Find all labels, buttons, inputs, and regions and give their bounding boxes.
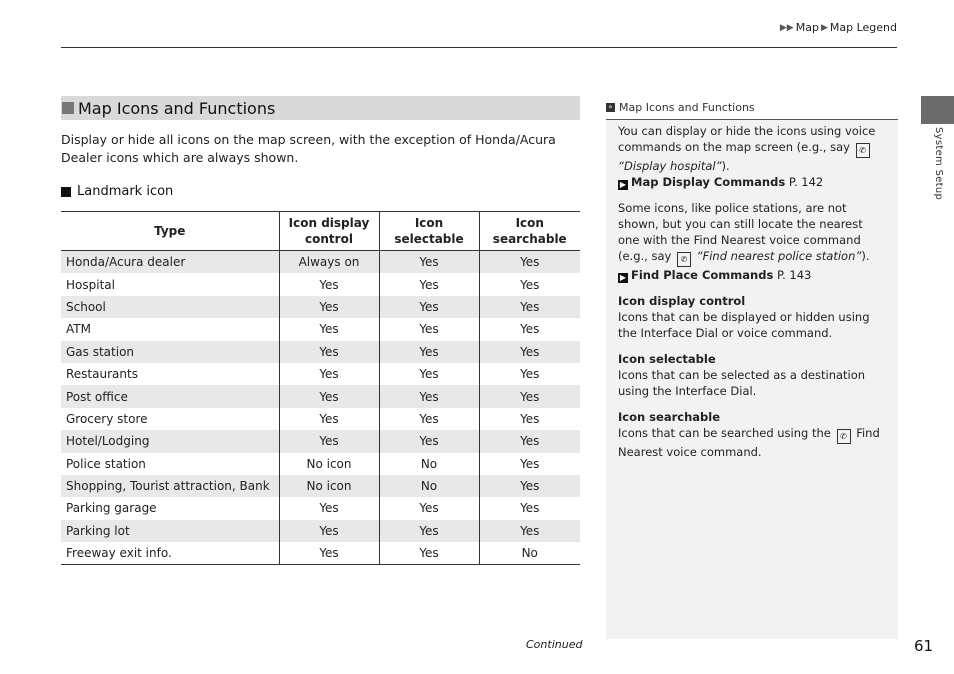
- cell-display-control: Yes: [279, 363, 379, 385]
- cell-selectable: Yes: [379, 296, 479, 318]
- definition-label: Icon searchable: [618, 410, 721, 424]
- cell-type: Freeway exit info.: [61, 542, 279, 565]
- table-row: [61, 363, 580, 385]
- definition-text: Icons that can be selected as a destination using the Interface Dial.: [618, 368, 866, 398]
- note-text: Some icons, like police stations, are not shown, but you can still locate the nearest one with the Find Nearest voice command (e.g., say: [618, 201, 863, 263]
- cell-type: Hospital: [61, 273, 279, 295]
- cross-reference-title: Map Display Commands: [631, 175, 786, 189]
- cell-type: Post office: [61, 385, 279, 407]
- definition-label: Icon selectable: [618, 352, 716, 366]
- column-header-type: Type: [61, 212, 279, 251]
- voice-command-example: “Display hospital”: [618, 159, 722, 173]
- cell-type: Honda/Acura dealer: [61, 251, 279, 274]
- cell-selectable: Yes: [379, 251, 479, 274]
- cell-display-control: Yes: [279, 341, 379, 363]
- table-row: [61, 408, 580, 430]
- cross-reference-link[interactable]: [618, 174, 886, 190]
- cell-display-control: Yes: [279, 273, 379, 295]
- cell-display-control: Yes: [279, 408, 379, 430]
- definition-text-end: Find Nearest voice command.: [618, 426, 880, 459]
- cell-type: Police station: [61, 453, 279, 475]
- definition-text: Icons that can be displayed or hidden using the Interface Dial or voice command.: [618, 310, 870, 340]
- subheading-text: Landmark icon: [77, 184, 174, 199]
- cell-type: Hotel/Lodging: [61, 430, 279, 452]
- table-row: [61, 475, 580, 497]
- cell-type: Grocery store: [61, 408, 279, 430]
- note-paragraph: [618, 200, 886, 283]
- cell-display-control: Yes: [279, 385, 379, 407]
- subheading: [61, 184, 173, 199]
- table-row: [61, 341, 580, 363]
- cell-selectable: Yes: [379, 497, 479, 519]
- cell-searchable: No: [479, 542, 580, 565]
- cell-type: Restaurants: [61, 363, 279, 385]
- table-row: [61, 497, 580, 519]
- cell-selectable: Yes: [379, 318, 479, 340]
- table-row: [61, 542, 580, 565]
- note-title: Map Icons and Functions: [619, 101, 755, 114]
- section-title: Map Icons and Functions: [78, 98, 276, 118]
- cell-type: ATM: [61, 318, 279, 340]
- breadcrumb-arrow-icon: ▶▶: [779, 22, 794, 33]
- column-header-searchable: Icon searchable: [479, 212, 580, 251]
- note-text-end: ).: [861, 249, 870, 263]
- cell-searchable: Yes: [479, 251, 580, 274]
- cell-display-control: Yes: [279, 520, 379, 542]
- note-title-bar: [606, 96, 898, 120]
- cell-selectable: Yes: [379, 520, 479, 542]
- section-heading: [61, 96, 580, 120]
- cell-searchable: Yes: [479, 296, 580, 318]
- voice-command-icon: ✆: [677, 252, 691, 267]
- landmark-icon-table: [61, 211, 580, 565]
- definition-selectable: [618, 351, 886, 399]
- header-rule: [61, 47, 897, 48]
- column-header-selectable: Icon selectable: [379, 212, 479, 251]
- cross-reference-title: Find Place Commands: [631, 268, 774, 282]
- chapter-tab-marker: [921, 96, 954, 124]
- cell-display-control: Yes: [279, 430, 379, 452]
- table-row: [61, 453, 580, 475]
- cross-reference-page: P. 143: [776, 268, 812, 282]
- intro-paragraph: Display or hide all icons on the map screen, with the exception of Honda/Acura Dealer icons which are always shown.: [61, 132, 556, 165]
- chapter-tab-label: System Setup: [933, 127, 944, 201]
- breadcrumb-item-map-legend[interactable]: Map Legend: [829, 21, 897, 34]
- cross-reference-link[interactable]: [618, 267, 886, 283]
- cell-selectable: Yes: [379, 341, 479, 363]
- cell-selectable: Yes: [379, 363, 479, 385]
- cell-searchable: Yes: [520, 501, 540, 516]
- cell-searchable: Yes: [520, 277, 540, 292]
- table-row: [61, 430, 580, 452]
- cell-searchable: Yes: [520, 411, 540, 426]
- cell-searchable: Yes: [479, 430, 580, 452]
- cell-type: School: [61, 296, 279, 318]
- breadcrumb: [780, 21, 897, 34]
- cross-reference-arrow-icon: ▶: [619, 273, 627, 282]
- cell-selectable: Yes: [379, 408, 479, 430]
- page-number: 61: [914, 637, 934, 655]
- cell-type: Shopping, Tourist attraction, Bank: [61, 475, 279, 497]
- cell-searchable: Yes: [479, 475, 580, 497]
- cell-display-control: No icon: [279, 475, 379, 497]
- cell-type: Parking garage: [61, 497, 279, 519]
- cell-display-control: Always on: [279, 251, 379, 274]
- definition-display-control: [618, 293, 886, 341]
- cell-display-control: No icon: [279, 453, 379, 475]
- note-reference-icon: »: [606, 103, 615, 112]
- voice-command-icon: ✆: [837, 429, 851, 444]
- table-row: [61, 385, 580, 407]
- heading-square-icon: [62, 102, 74, 114]
- voice-command-example: “Find nearest police station”: [696, 249, 862, 263]
- cell-type: Parking lot: [61, 520, 279, 542]
- cell-selectable: No: [379, 475, 479, 497]
- cell-searchable: Yes: [520, 456, 540, 471]
- breadcrumb-arrow-icon: ▶: [820, 22, 828, 33]
- cross-reference-arrow-icon: ▶: [619, 180, 627, 189]
- table-header-row: [61, 212, 580, 251]
- cell-selectable: No: [379, 453, 479, 475]
- cell-selectable: Yes: [379, 430, 479, 452]
- breadcrumb-item-map[interactable]: Map: [795, 21, 819, 34]
- bullet-square-icon: [61, 187, 71, 197]
- cell-selectable: Yes: [379, 385, 479, 407]
- note-box: [606, 96, 898, 639]
- table-row: [61, 296, 580, 318]
- cell-display-control: Yes: [279, 542, 379, 565]
- note-text: You can display or hide the icons using voice commands on the map screen (e.g., say: [618, 124, 876, 154]
- cell-selectable: Yes: [379, 273, 479, 295]
- cell-searchable: Yes: [520, 322, 540, 337]
- table-row: [61, 251, 580, 274]
- definition-searchable: [618, 409, 886, 460]
- note-body: [606, 120, 898, 460]
- definition-text: Icons that can be searched using the: [618, 426, 831, 440]
- cell-searchable: Yes: [479, 341, 580, 363]
- cell-searchable: Yes: [479, 385, 580, 407]
- voice-command-icon: ✆: [856, 143, 870, 158]
- column-header-display-control: Icon display control: [279, 212, 379, 251]
- cell-display-control: Yes: [279, 296, 379, 318]
- cell-searchable: Yes: [479, 520, 580, 542]
- table-row: [61, 273, 580, 295]
- table-row: [61, 520, 580, 542]
- cell-type: Gas station: [61, 341, 279, 363]
- definition-label: Icon display control: [618, 294, 746, 308]
- cell-searchable: Yes: [520, 367, 540, 382]
- continued-label: Continued: [526, 638, 583, 651]
- note-paragraph: [618, 123, 886, 190]
- cell-display-control: Yes: [279, 318, 379, 340]
- table-row: [61, 318, 580, 340]
- cell-display-control: Yes: [279, 497, 379, 519]
- cell-selectable: Yes: [379, 542, 479, 565]
- note-text-end: ).: [721, 159, 730, 173]
- cross-reference-page: P. 142: [788, 175, 824, 189]
